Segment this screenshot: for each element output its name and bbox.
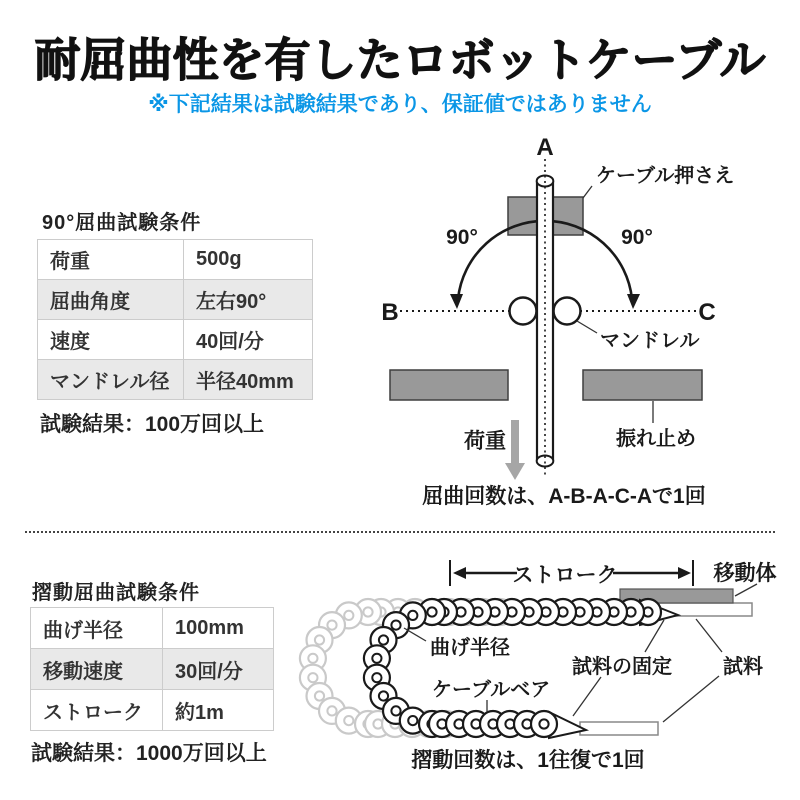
row-label: ストローク bbox=[31, 690, 163, 731]
cable-carrier-label: ケーブルベア bbox=[432, 679, 551, 701]
row-value: 30回/分 bbox=[163, 649, 274, 690]
table-row bbox=[31, 649, 274, 690]
table-row bbox=[31, 690, 274, 731]
angle-right-label: 90° bbox=[621, 226, 653, 249]
section-divider bbox=[25, 531, 775, 533]
table-row bbox=[38, 280, 313, 320]
arc-arrowhead-left bbox=[450, 294, 463, 309]
mandrel-circle-left bbox=[510, 298, 537, 325]
moving-body-label: 移動体 bbox=[713, 562, 777, 585]
sample-leader-top bbox=[696, 619, 722, 652]
row-label: 屈曲角度 bbox=[38, 280, 184, 320]
sample-fix-label: 試料の固定 bbox=[572, 656, 672, 678]
point-c-label: C bbox=[698, 299, 716, 326]
cable-clamp-leader bbox=[583, 186, 592, 198]
table-row bbox=[31, 608, 274, 649]
sample-leader-bottom bbox=[663, 676, 719, 722]
load-arrow-head bbox=[505, 463, 525, 480]
arc-arrowhead-right bbox=[627, 294, 640, 309]
slide-caption: 摺動回数は、1往復で1回 bbox=[411, 749, 645, 772]
row-label: 移動速度 bbox=[31, 649, 163, 690]
sample-bar-bottom bbox=[580, 722, 658, 735]
page-title: 耐屈曲性を有したロボットケーブル bbox=[34, 34, 766, 86]
row-label: マンドレル径 bbox=[38, 360, 184, 400]
steady-rest-left bbox=[390, 370, 508, 400]
slide-test-heading: 摺動屈曲試験条件 bbox=[32, 582, 200, 604]
mandrel-label: マンドレル bbox=[600, 330, 700, 352]
disclaimer-note: ※下記結果は試験結果であり、保証値ではありません bbox=[148, 93, 652, 116]
stroke-label: ストローク bbox=[512, 564, 618, 587]
bend-radius-label: 曲げ半径 bbox=[430, 637, 510, 659]
row-value: 約1m bbox=[163, 690, 274, 731]
row-value: 100mm bbox=[163, 608, 274, 649]
row-value: 半径40mm bbox=[184, 360, 313, 400]
slide-test-table bbox=[30, 607, 274, 731]
bend-radius-leader bbox=[404, 628, 426, 641]
point-a-label: A bbox=[536, 134, 554, 161]
cable-rod bbox=[537, 180, 554, 462]
steady-rest-right bbox=[583, 370, 702, 400]
table-row bbox=[38, 360, 313, 400]
table-row bbox=[38, 240, 313, 280]
row-label: 曲げ半径 bbox=[31, 608, 163, 649]
load-label: 荷重 bbox=[464, 430, 506, 453]
sample-fix-leader-bottom bbox=[573, 677, 601, 716]
slide-test-diagram bbox=[290, 545, 800, 785]
bend-test-result: 試験結果：100万回以上 bbox=[40, 413, 265, 436]
mandrel-circle-right bbox=[554, 298, 581, 325]
steady-rest-label: 振れ止め bbox=[616, 428, 696, 450]
mandrel-leader bbox=[577, 321, 597, 333]
table-row bbox=[38, 320, 313, 360]
slide-test-result: 試験結果：1000万回以上 bbox=[31, 742, 267, 765]
row-value: 左右90° bbox=[184, 280, 313, 320]
point-b-label: B bbox=[381, 299, 399, 326]
bend-test-heading: 90°屈曲試験条件 bbox=[42, 212, 202, 234]
angle-left-label: 90° bbox=[446, 226, 478, 249]
row-value: 40回/分 bbox=[184, 320, 313, 360]
bend-caption: 屈曲回数は、A-B-A-C-Aで1回 bbox=[422, 485, 706, 508]
row-label: 荷重 bbox=[38, 240, 184, 280]
sample-label: 試料 bbox=[723, 656, 763, 678]
bend-test-table bbox=[37, 239, 313, 400]
row-label: 速度 bbox=[38, 320, 184, 360]
moving-body-leader bbox=[735, 584, 757, 596]
bend-test-diagram bbox=[370, 130, 770, 515]
row-value: 500g bbox=[184, 240, 313, 280]
cable-clamp-label: ケーブル押さえ bbox=[596, 165, 735, 187]
